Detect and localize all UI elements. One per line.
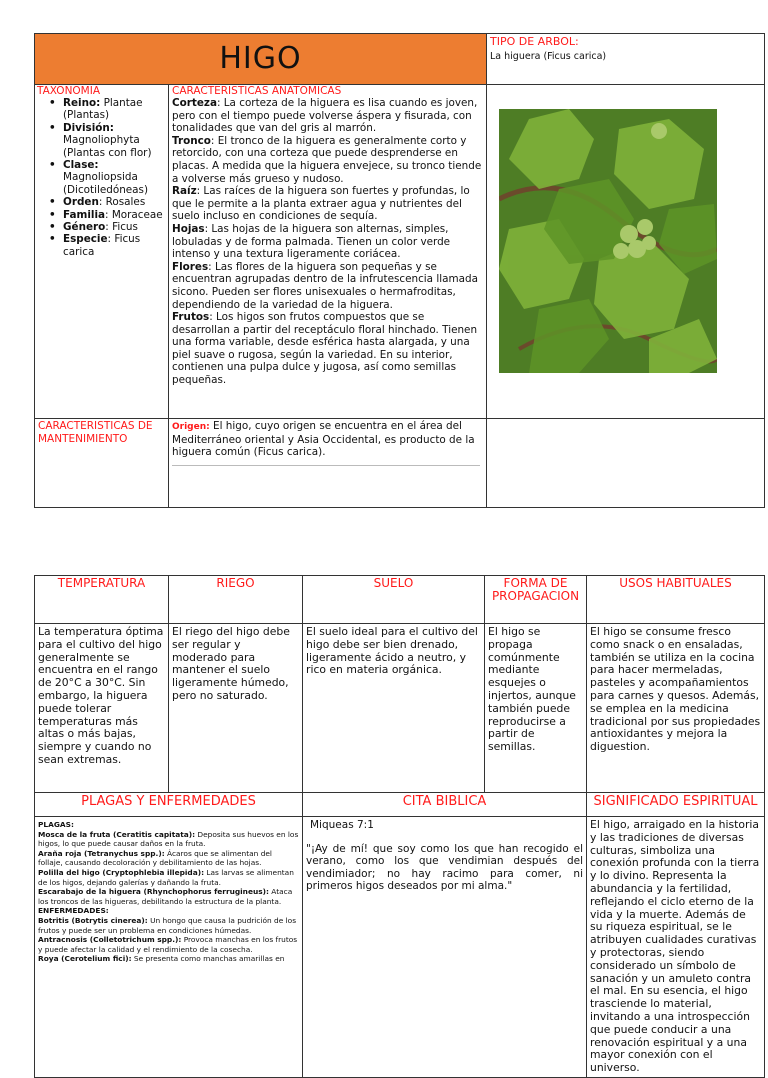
mantenimiento-label: CARACTERISTICAS DE MANTENIMIENTO: [38, 420, 153, 445]
list-item: Mosca de la fruta (Ceratitis capitata): Deposita sus huevos en los higos, lo que puede causar daños en la fruta.: [38, 829, 299, 849]
header-cita: CITA BIBLICA: [303, 793, 587, 817]
propagacion-text: El higo se propaga comúnmente mediante esquejes o injertos, aunque también puede reproducirse a partir de semillas.: [485, 624, 587, 793]
list-item: Botritis (Botrytis cinerea): Un hongo que causa la pudrición de los frutos y puede ser un problema en condiciones húmedas.: [38, 915, 297, 935]
ficha-higo-table: [34, 33, 765, 508]
mantenimiento-cell: [35, 419, 169, 508]
list-item: Roya (Cerotelium fici): Se presenta como manchas amarillas en: [38, 954, 285, 964]
anatomicas-cell: [169, 85, 487, 419]
suelo-text: El suelo ideal para el cultivo del higo debe ser bien drenado, ligeramente ácido a neutro, y rico en materia orgánica.: [303, 624, 485, 793]
list-item: Polilla del higo (Cryptophlebia illepida): Las larvas se alimentan de los higos, dejando galerías y dañando la fruta.: [38, 867, 294, 887]
header-propagacion: FORMA DE PROPAGACION: [485, 576, 587, 624]
anatomica-hojas: Hojas: Las hojas de la higuera son alternas, simples, lobuladas y de forma palmada. Tienen un color verde intenso y una textura ligeramente coriácea.: [172, 222, 451, 261]
header-riego: RIEGO: [169, 576, 303, 624]
header-temperatura: TEMPERATURA: [35, 576, 169, 624]
page-title: HIGO: [219, 41, 302, 76]
anatomica-flores: Flores: Las flores de la higuera son pequeñas y se encuentran agrupadas dentro de la infrutescencia llamada sicono. Pueden ser flores unisexuales o hermafroditas, dependiendo de la variedad de la higuera.: [172, 260, 478, 311]
header-usos: USOS HABITUALES: [587, 576, 765, 624]
anatomica-frutos: Frutos: Los higos son frutos compuestos que se desarrollan a partir del receptáculo floral hinchado. Tienen una forma variable, desde esférica hasta alargada, y una piel suave o rugosa, según la variedad. En su interior, contienen una pulpa dulce y jugosa, así como semillas pequeñas.: [172, 311, 478, 387]
list-item: • Familia: Moraceae: [63, 209, 166, 221]
plagas-title: PLAGAS:: [38, 820, 74, 829]
usos-text: El higo se consume fresco como snack o en ensaladas, también se utiliza en la cocina para hacer mermeladas, pasteles y acompañamientos para carnes y quesos. Además, se emplea en la medicina tradicional por sus propiedades antioxidantes y mejora la diguestion.: [587, 624, 765, 793]
anatomica-tronco: Tronco: El tronco de la higuera es generalmente corto y retorcido, con una corteza que puede desprenderse en placas. A medida que la higuera envejece, su tronco tiende a volverse más grueso y nudoso.: [172, 134, 482, 185]
taxonomia-label: TAXONOMIA: [37, 85, 101, 97]
significado-text: El higo, arraigado en la historia y las tradiciones de diversas culturas, simboliza una conexión profunda con la tierra y lo divino. Representa la abundancia y la fertilidad, reflejando el ciclo eterno de la vida y la muerte. Además de su riqueza espiritual, se le atribuyen cualidades curativas y protectoras, siendo considerado un símbolo de sanación y un amuleto contra el mal. En su esencia, el higo trasciende lo material, invitando a una introspección que puede conducir a una renovación espiritual y a una mayor conexión con el universo.: [587, 817, 765, 1078]
fig-tree-photo: [499, 109, 717, 373]
empty-cell: [487, 419, 765, 508]
riego-text: El riego del higo debe ser regular y moderado para mantener el suelo ligeramente húmedo, pero no saturado.: [169, 624, 303, 793]
header-plagas: PLAGAS Y ENFERMEDADES: [35, 793, 303, 817]
temperatura-text: La temperatura óptima para el cultivo del higo generalmente se encuentra en el rango de 20°C a 30°C. Sin embargo, la higuera puede tolerar temperaturas más altas o más bajas, siempre y cuando no sean extremas.: [35, 624, 169, 793]
tipo-arbol-cell: [487, 34, 765, 85]
list-item: • División: Magnoliophyta (Plantas con flor): [63, 122, 166, 159]
list-item: Escarabajo de la higuera (Rhynchophorus ferrugineus): Ataca los troncos de las higueras, debilitando la estructura de la planta.: [38, 887, 293, 906]
list-item: Araña roja (Tetranychus spp.): Ácaros que se alimentan del follaje, causando decoloración y debilitamiento de las hojas.: [38, 848, 272, 868]
cuidados-table: [34, 575, 765, 1078]
list-item: • Clase: Magnoliopsida (Dicotiledóneas): [63, 159, 166, 196]
title-cell: [35, 34, 487, 85]
list-item: • Género: Ficus: [63, 221, 166, 233]
cita-cell: [303, 817, 587, 1078]
anatomica-raiz: Raíz: Las raíces de la higuera son fuertes y profundas, lo que le permite a la planta extraer agua y nutrientes del suelo incluso en condiciones de sequía.: [172, 185, 470, 223]
enfermedades-title: ENFERMEDADES:: [38, 906, 109, 916]
tipo-arbol-label: TIPO DE ARBOL:: [490, 35, 579, 48]
header-significado: SIGNIFICADO ESPIRITUAL: [587, 793, 765, 817]
plagas-cell: [35, 817, 303, 1078]
cita-reference: Miqueas 7:1: [310, 819, 374, 831]
list-item: Antracnosis (Colletotrichum spp.): Provoca manchas en los frutos y puede afectar la calidad y el rendimiento de la cosecha.: [38, 935, 298, 954]
origen-cell: [169, 419, 487, 508]
anatomicas-label: CARACTERISTICAS ANATOMICAS: [172, 85, 342, 97]
fig-leaves-illustration: [499, 109, 717, 373]
header-suelo: SUELO: [303, 576, 485, 624]
anatomica-corteza: Corteza: La corteza de la higuera es lisa cuando es joven, pero con el tiempo puede volverse áspera y fisurada, con tonalidades que van del gris al marrón.: [172, 97, 478, 135]
tipo-arbol-value: La higuera (Ficus carica): [490, 51, 607, 62]
list-item: • Orden: Rosales: [63, 196, 166, 208]
photo-cell: [487, 85, 765, 419]
cita-text: "¡Ay de mí! que soy como los que han recogido el verano, como los que vendimian después del vendimiador; no hay racimo para comer, ni primeros higos deseados por mi alma.": [306, 843, 583, 893]
list-item: • Especie: Ficus carica: [63, 233, 166, 258]
taxonomia-cell: [35, 85, 169, 419]
taxonomia-list: [37, 97, 166, 258]
origen-text: Origen: El higo, cuyo origen se encuentra en el área del Mediterráneo oriental y Asia Occidental, es producto de la higuera común (Ficus carica).: [172, 420, 480, 466]
list-item: • Reino: Plantae (Plantas): [63, 97, 166, 122]
